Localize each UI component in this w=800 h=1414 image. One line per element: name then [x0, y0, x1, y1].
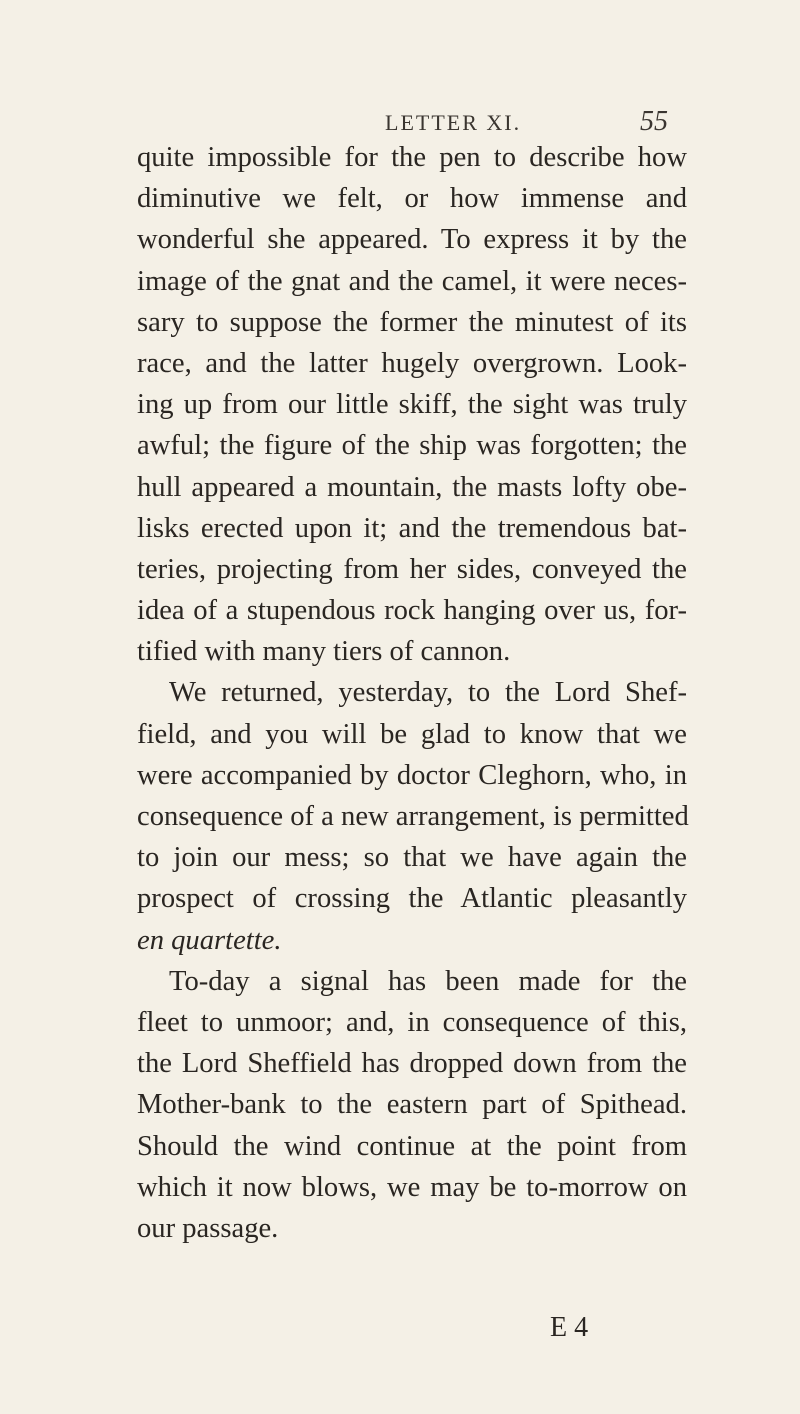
text-line: our passage. [137, 1212, 279, 1244]
text-line: awful; the figure of the ship was forgotten; the [137, 430, 687, 462]
text-line: were accompanied by doctor Cleghorn, who, in [137, 759, 687, 791]
text-line: wonderful she appeared. To express it by the [137, 224, 687, 256]
text-line: diminutive we felt, or how immense and [137, 183, 687, 215]
text-line: consequence of a new arrangement, is permitted [137, 801, 689, 832]
running-head: LETTER XI. [385, 110, 522, 135]
text-line: which it now blows, we may be to-morrow on [137, 1171, 687, 1203]
text-line: race, and the latter hugely overgrown. Look- [137, 347, 687, 379]
text-line: prospect of crossing the Atlantic pleasantly [137, 883, 687, 915]
text-line: We returned, yesterday, to the Lord Shef- [169, 677, 687, 709]
text-line: hull appeared a mountain, the masts lofty obe- [137, 471, 687, 503]
text-line: Mother-bank to the eastern part of Spithead. [137, 1089, 687, 1121]
text-line: lisks erected upon it; and the tremendous bat- [137, 512, 687, 544]
text-line: ing up from our little skiff, the sight was truly [137, 389, 687, 421]
text-line: tified with many tiers of cannon. [137, 636, 511, 668]
text-line: quite impossible for the pen to describe how [137, 142, 687, 173]
text-line: image of the gnat and the camel, it were neces- [137, 265, 687, 297]
text-line: the Lord Sheffield has dropped down from the [137, 1048, 687, 1080]
text-line: en quartette. [137, 924, 282, 956]
body-text [137, 137, 687, 1249]
text-line: teries, projecting from her sides, conveyed the [137, 553, 687, 585]
text-line: fleet to unmoor; and, in consequence of this, [137, 1006, 687, 1038]
text-line: idea of a stupendous rock hanging over us, for- [137, 595, 687, 627]
page-number: 55 [640, 106, 668, 137]
text-line: to join our mess; so that we have again the [137, 842, 687, 874]
text-line: sary to suppose the former the minutest of its [137, 306, 687, 338]
signature-mark: E 4 [550, 1312, 589, 1343]
text-line: field, and you will be glad to know that we [137, 718, 687, 750]
text-line: Should the wind continue at the point from [137, 1130, 687, 1162]
text-line: To-day a signal has been made for the [169, 965, 687, 997]
